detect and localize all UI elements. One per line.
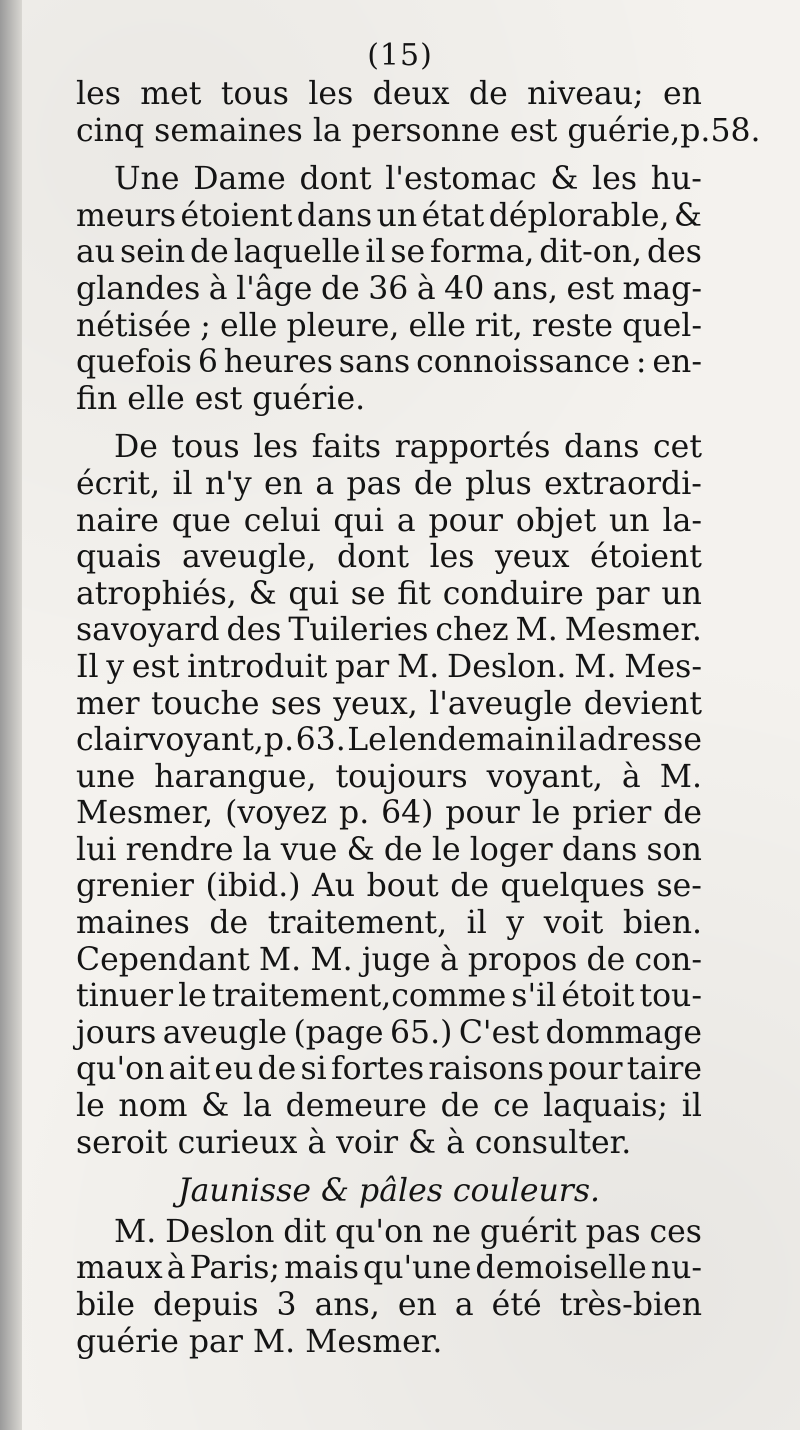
text-line: quefois 6 heures sans connoissance : en- bbox=[76, 344, 702, 381]
text-line: savoyard des Tuileries chez M. Mesmer. bbox=[76, 612, 702, 649]
text-line: atrophiés, & qui se fit conduire par un bbox=[76, 575, 702, 612]
text-line: clairvoyant,p. 63. Le lendemain il adresse bbox=[76, 722, 702, 759]
page-gutter-shadow bbox=[0, 0, 22, 1430]
text-line: écrit, il n'y en a pas de plus extraordi- bbox=[76, 465, 702, 502]
text-line: les met tous les deux de niveau; en bbox=[76, 76, 702, 112]
text-line: naire que celui qui a pour objet un la- bbox=[76, 502, 702, 539]
text-line: M. Deslon dit qu'on ne guérit pas ces bbox=[114, 1213, 702, 1250]
text-line: lui rendre la vue & de le loger dans son bbox=[76, 831, 702, 868]
text-line: tinuer le traitement,comme s'il étoit tou- bbox=[76, 978, 702, 1015]
text-line: au sein de laquelle il se forma, dit-on, des bbox=[76, 234, 702, 271]
text-line: meurs étoient dans un état déplorable, & bbox=[76, 197, 702, 234]
text-line: cinq semaines la personne est guérie,p.58. bbox=[76, 112, 761, 149]
page-number: (15) bbox=[367, 38, 433, 73]
text-line: fin elle est guérie. bbox=[76, 380, 366, 417]
text-line: seroit curieux à voir & à consulter. bbox=[76, 1124, 632, 1161]
text-line: mer touche ses yeux, l'aveugle devient bbox=[76, 685, 702, 722]
text-line: Une Dame dont l'estomac & les hu- bbox=[114, 161, 702, 198]
text-line: bile depuis 3 ans, en a été très-bien bbox=[76, 1287, 702, 1323]
text-line: maux à Paris; mais qu'une demoiselle nu- bbox=[76, 1250, 702, 1287]
section-heading: Jaunisse & pâles couleurs. bbox=[177, 1173, 601, 1210]
text-line: grenier (ibid.) Au bout de quelques se- bbox=[76, 868, 702, 905]
text-line: nétisée ; elle pleure, elle rit, reste quel- bbox=[76, 307, 702, 344]
text-line: Mesmer, (voyez p. 64) pour le prier de bbox=[76, 795, 702, 832]
text-line: quais aveugle, dont les yeux étoient bbox=[76, 539, 702, 576]
text-line: Cependant M. M. juge à propos de con- bbox=[76, 941, 702, 978]
text-line: Il y est introduit par M. Deslon. M. Mes- bbox=[76, 648, 702, 685]
text-line: maines de traitement, il y voit bien. bbox=[76, 905, 702, 942]
text-line: le nom & la demeure de ce laquais; il bbox=[76, 1088, 702, 1125]
text-line: glandes à l'âge de 36 à 40 ans, est mag- bbox=[76, 270, 702, 307]
text-line: une harangue, toujours voyant, à M. bbox=[76, 758, 702, 795]
text-line: jours aveugle (page 65.) C'est dommage bbox=[76, 1014, 702, 1051]
text-line: De tous les faits rapportés dans cet bbox=[114, 429, 702, 466]
text-line: qu'on ait eu de si fortes raisons pour taire bbox=[76, 1051, 702, 1088]
body-text bbox=[76, 76, 761, 1360]
text-line: guérie par M. Mesmer. bbox=[76, 1323, 443, 1360]
